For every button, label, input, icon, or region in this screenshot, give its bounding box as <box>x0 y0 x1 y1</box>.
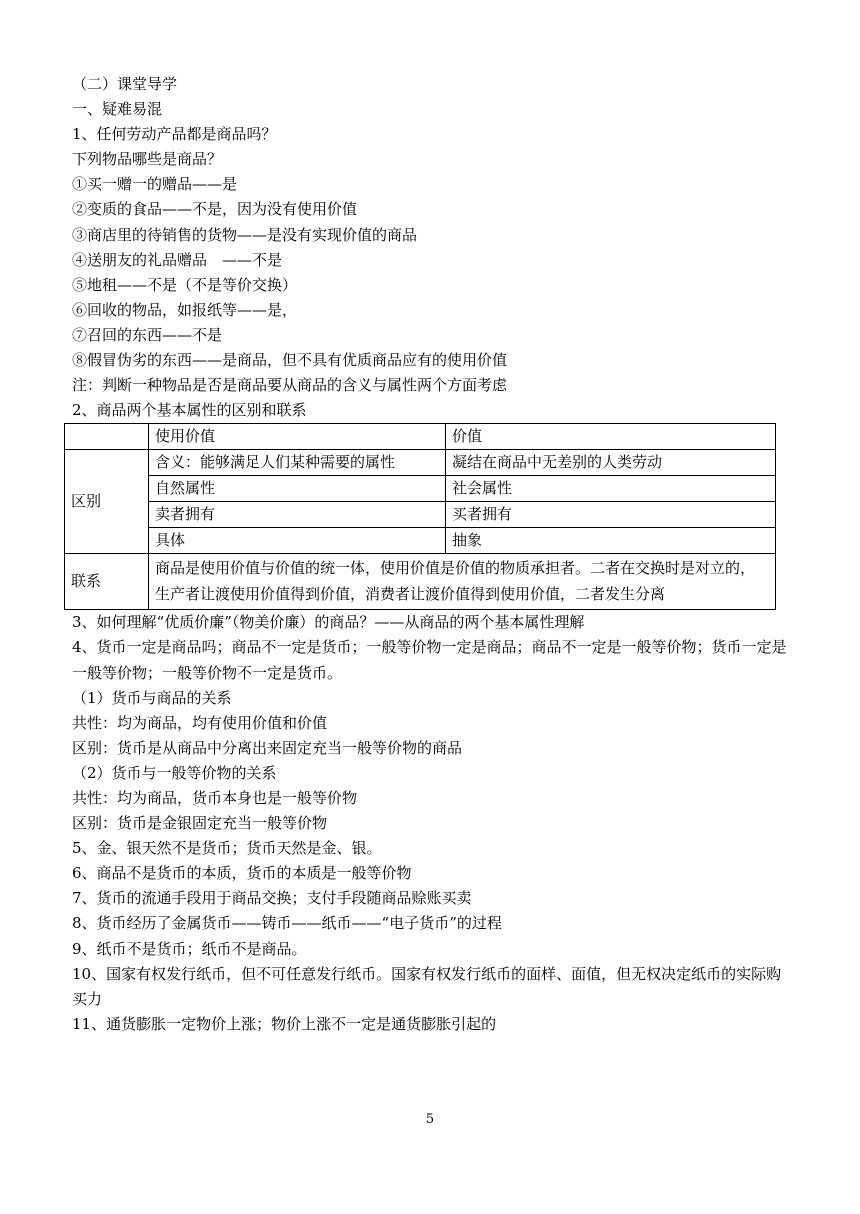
q7-text: 7、货币的流通手段用于商品交换；支付手段随商品赊账买卖 <box>72 889 472 908</box>
q1-item: ③商店里的待销售的货物——是没有实现价值的商品 <box>72 225 418 244</box>
table-cell: 自然属性 <box>149 476 446 502</box>
q1-item: ②变质的食品——不是，因为没有使用价值 <box>72 200 358 219</box>
q1-item: ⑧假冒伪劣的东西——是商品，但不具有优质商品应有的使用价值 <box>72 351 508 370</box>
table-header-cell: 使用价值 <box>149 424 446 450</box>
q9-text: 9、纸币不是货币；纸币不是商品。 <box>72 939 307 958</box>
qubie-label: 区别 <box>65 450 149 554</box>
table-cell: 卖者拥有 <box>149 502 446 528</box>
q4-sub2-diff: 区别：货币是金银固定充当一般等价物 <box>72 814 328 833</box>
table-header-cell: 价值 <box>446 424 776 450</box>
q4-sub1-title: （1）货币与商品的关系 <box>72 688 232 707</box>
q10-text: 10、国家有权发行纸币，但不可任意发行纸币。国家有权发行纸币的面样、面值，但无权决定纸币的实际购买力 <box>72 964 782 1008</box>
table-header-cell <box>65 424 149 450</box>
q1-item: ⑦召回的东西——不是 <box>72 325 223 344</box>
q4-sub2-common: 共性：均为商品，货币本身也是一般等价物 <box>72 788 358 807</box>
q6-text: 6、商品不是货币的本质，货币的本质是一般等价物 <box>72 864 412 883</box>
q8-text: 8、货币经历了金属货币——铸币——纸币——“电子货币”的过程 <box>72 914 502 933</box>
table-cell: 具体 <box>149 528 446 554</box>
table-header-row <box>65 424 776 450</box>
q3-text: 3、如何理解“优质价廉”（物美价廉）的商品？——从商品的两个基本属性理解 <box>72 613 585 632</box>
q5-text: 5、金、银天然不是货币；货币天然是金、银。 <box>72 839 382 858</box>
table-row <box>65 528 776 554</box>
q1-item: ④送朋友的礼品赠品 ——不是 <box>72 250 283 269</box>
table-cell: 凝结在商品中无差别的人类劳动 <box>446 450 776 476</box>
q4-sub1-diff: 区别：货币是从商品中分离出来固定充当一般等价物的商品 <box>72 738 463 757</box>
table-row <box>65 502 776 528</box>
q4-text: 4、货币一定是商品吗；商品不一定是货币；一般等价物一定是商品；商品不一定是一般等价物；货币一定是一般等价物；一般等价物不一定是货币。 <box>72 638 787 682</box>
q11-text: 11、通货膨胀一定物价上涨；物价上涨不一定是通货膨胀引起的 <box>72 1014 497 1033</box>
lianxi-label: 联系 <box>65 554 149 610</box>
q2-title: 2、商品两个基本属性的区别和联系 <box>72 401 307 420</box>
page-number: 5 <box>425 1112 435 1127</box>
section-title: （二）课堂导学 <box>72 75 178 93</box>
table-cell: 买者拥有 <box>446 502 776 528</box>
subsection-title: 一、疑难易混 <box>72 100 163 119</box>
attributes-table <box>64 423 776 610</box>
q1-item: ①买一赠一的赠品——是 <box>72 175 238 194</box>
table-row <box>65 476 776 502</box>
table-row <box>65 450 776 476</box>
table-row <box>65 554 776 610</box>
lianxi-text: 商品是使用价值与价值的统一体，使用价值是价值的物质承担者。二者在交换时是对立的，生产者让渡使用价值得到价值，消费者让渡价值得到使用价值，二者发生分离 <box>149 554 776 610</box>
q1-item: ⑥回收的物品，如报纸等——是， <box>72 300 298 319</box>
document-page <box>72 72 792 1037</box>
table-cell: 社会属性 <box>446 476 776 502</box>
q1-note: 注：判断一种物品是否是商品要从商品的含义与属性两个方面考虑 <box>72 376 508 395</box>
q4-sub1-common: 共性：均为商品，均有使用价值和价值 <box>72 713 328 732</box>
q4-sub2-title: （2）货币与一般等价物的关系 <box>72 763 277 782</box>
q1-title: 1、任何劳动产品都是商品吗？ <box>72 125 277 144</box>
table-cell: 抽象 <box>446 528 776 554</box>
q1-prompt: 下列物品哪些是商品？ <box>72 150 223 169</box>
table-cell: 含义：能够满足人们某种需要的属性 <box>149 450 446 476</box>
q1-item: ⑤地租——不是（不是等价交换） <box>72 275 298 294</box>
